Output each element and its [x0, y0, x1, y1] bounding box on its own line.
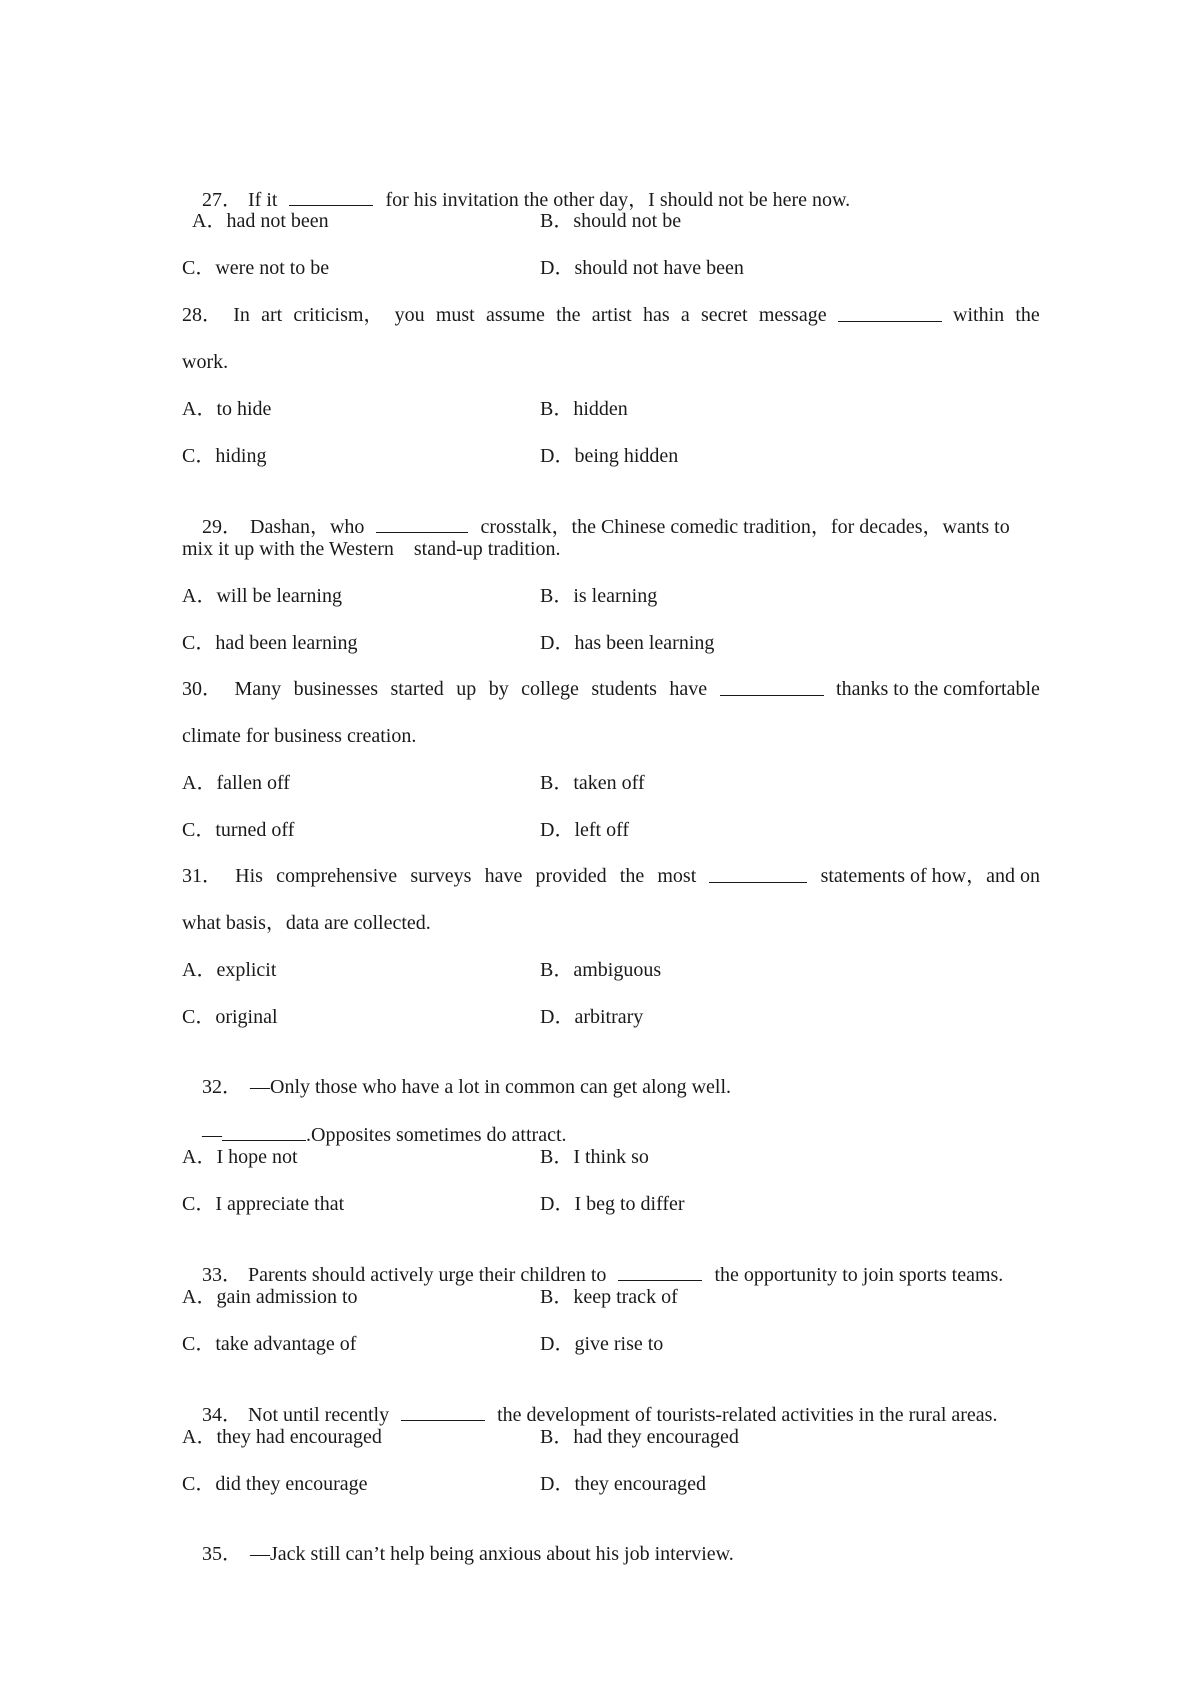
stem-word: college — [521, 678, 579, 700]
stem-text: for his invitation the other day，I should not be here now. — [385, 189, 851, 211]
stem-word: secret — [700, 304, 748, 326]
option-d[interactable]: D．arbitrary — [540, 1006, 644, 1028]
stem-text: thanks to the comfortable — [836, 678, 1040, 700]
stem-text: If it — [248, 189, 278, 211]
stem-word: most — [657, 865, 697, 887]
answer-blank — [709, 864, 807, 883]
option-a[interactable]: A．explicit — [182, 959, 277, 981]
stem-word: have — [484, 865, 523, 887]
stem-text: the opportunity to join sports teams. — [714, 1264, 1004, 1286]
stem-word: message — [758, 304, 827, 326]
stem-text: crosstalk，the Chinese comedic tradition，for decades，wants to — [480, 516, 1010, 538]
stem-text: —Jack still can’t help being anxious about his job interview. — [250, 1543, 734, 1565]
question-35-stem — [182, 1518, 1040, 1590]
option-d[interactable]: D．they encouraged — [540, 1473, 707, 1495]
option-d[interactable]: D．give rise to — [540, 1333, 664, 1355]
option-c[interactable]: C．take advantage of — [182, 1333, 357, 1355]
question-number: 35． — [202, 1543, 242, 1565]
stem-word: art — [261, 304, 283, 326]
stem-text: —Only those who have a lot in common can get along well. — [250, 1076, 732, 1098]
stem-word: criticism， — [293, 304, 384, 326]
question-28-stem-continued: work. — [182, 351, 229, 373]
stem-text: the development of tourists-related activities in the rural areas. — [497, 1404, 998, 1426]
option-b[interactable]: B．had they encouraged — [540, 1426, 739, 1448]
option-a[interactable]: A．they had encouraged — [182, 1426, 382, 1448]
question-31-stem — [182, 864, 1040, 888]
option-d[interactable]: D．left off — [540, 819, 630, 841]
option-b[interactable]: B．is learning — [540, 585, 658, 607]
option-a[interactable]: A．fallen off — [182, 772, 290, 794]
option-b[interactable]: B．hidden — [540, 398, 628, 420]
option-a[interactable]: A．I hope not — [182, 1146, 298, 1168]
stem-word: artist — [591, 304, 632, 326]
option-c[interactable]: C．did they encourage — [182, 1473, 368, 1495]
stem-word: you — [394, 304, 425, 326]
stem-word: up — [456, 678, 477, 700]
stem-word: In — [233, 304, 250, 326]
option-b[interactable]: B．I think so — [540, 1146, 649, 1168]
stem-word: Many — [234, 678, 282, 700]
stem-word: the — [556, 304, 581, 326]
stem-word: started — [390, 678, 444, 700]
stem-text: .Opposites sometimes do attract. — [306, 1124, 567, 1146]
question-30-stem — [182, 677, 1040, 701]
stem-text: Dashan，who — [250, 516, 365, 538]
question-number: 29． — [202, 516, 242, 538]
option-a[interactable]: A．gain admission to — [182, 1286, 358, 1308]
question-number: 27． — [202, 189, 242, 211]
question-31-stem-continued: what basis，data are collected. — [182, 912, 431, 934]
question-28-stem — [182, 303, 1040, 327]
option-a[interactable]: A．to hide — [182, 398, 272, 420]
option-d[interactable]: D．being hidden — [540, 445, 679, 467]
question-29-stem-continued: mix it up with the Western stand-up tradition. — [182, 538, 561, 560]
option-b[interactable]: B．taken off — [540, 772, 645, 794]
answer-blank — [720, 677, 824, 696]
option-c[interactable]: C．I appreciate that — [182, 1193, 345, 1215]
option-b[interactable]: B．ambiguous — [540, 959, 662, 981]
question-number: 33． — [202, 1264, 242, 1286]
option-a[interactable]: A．will be learning — [182, 585, 342, 607]
question-number: 34． — [202, 1404, 242, 1426]
stem-text: statements of how，and on — [820, 865, 1040, 887]
option-c[interactable]: C．turned off — [182, 819, 295, 841]
answer-blank — [838, 303, 942, 322]
stem-word: surveys — [410, 865, 472, 887]
option-d[interactable]: D．should not have been — [540, 257, 744, 279]
option-b[interactable]: B．keep track of — [540, 1286, 678, 1308]
option-a[interactable]: A．had not been — [192, 210, 329, 232]
question-number: 32． — [202, 1076, 242, 1098]
option-c[interactable]: C．were not to be — [182, 257, 330, 279]
answer-blank — [618, 1262, 702, 1281]
stem-word: by — [488, 678, 509, 700]
question-number: 30． — [182, 678, 222, 700]
stem-word: provided — [535, 865, 607, 887]
stem-word: the — [619, 865, 645, 887]
stem-word: a — [680, 304, 690, 326]
option-c[interactable]: C．had been learning — [182, 632, 358, 654]
answer-blank — [289, 187, 373, 206]
answer-blank — [376, 514, 468, 533]
stem-word: assume — [485, 304, 545, 326]
stem-word: His — [235, 865, 263, 887]
option-c[interactable]: C．original — [182, 1006, 278, 1028]
option-b[interactable]: B．should not be — [540, 210, 682, 232]
question-30-stem-continued: climate for business creation. — [182, 725, 417, 747]
stem-text: Parents should actively urge their children to — [248, 1264, 607, 1286]
stem-word: businesses — [293, 678, 379, 700]
answer-blank — [222, 1122, 306, 1141]
stem-word: comprehensive — [276, 865, 398, 887]
stem-word: must — [435, 304, 475, 326]
dialogue-dash: — — [202, 1124, 222, 1146]
stem-word: students — [591, 678, 657, 700]
stem-word: the — [1015, 304, 1040, 326]
option-d[interactable]: D．has been learning — [540, 632, 715, 654]
option-c[interactable]: C．hiding — [182, 445, 267, 467]
stem-text: Not until recently — [248, 1404, 390, 1426]
answer-blank — [401, 1402, 485, 1421]
option-d[interactable]: D．I beg to differ — [540, 1193, 685, 1215]
stem-word: have — [669, 678, 708, 700]
stem-word: within — [953, 304, 1005, 326]
question-number: 31． — [182, 865, 222, 887]
stem-word: has — [642, 304, 670, 326]
question-number: 28． — [182, 304, 222, 326]
